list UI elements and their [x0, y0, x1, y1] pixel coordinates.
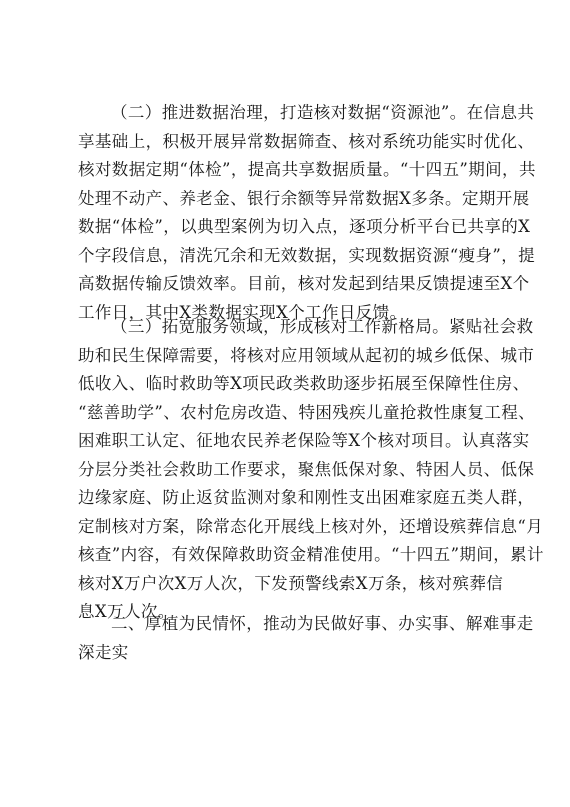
text-line: 核对数据定期“体检”，提高共享数据质量。“十四五”期间，共 — [78, 160, 536, 180]
text-line: 息X万人次。 — [78, 602, 175, 622]
text-line: 核查”内容，有效保障救助资金精准使用。“十四五”期间，累计 — [78, 545, 544, 565]
text-line: 助和民生保障需要，将核对应用领域从起初的城乡低保、城市 — [78, 345, 535, 365]
text-line: 边缘家庭、防止返贫监测对象和刚性支出困难家庭五类人群， — [78, 488, 535, 508]
text-line: 享基础上，积极开展异常数据筛查、核对系统功能实时优化、 — [78, 131, 535, 151]
heading-line: 二、厚植为民情怀，推动为民做好事、办实事、解难事走 — [111, 614, 534, 633]
text-line: 困难职工认定、征地农民养老保险等X个核对项目。认真落实 — [78, 431, 530, 451]
text-line: 核对X万户次X万人次，下发预警线索X万条，核对殡葬信 — [78, 573, 504, 593]
text-line: 低收入、临时救助等X项民政类救助逐步拓展至保障性住房、 — [78, 374, 530, 394]
text-line: 个字段信息，清洗冗余和无效数据，实现数据资源“瘦身”，提 — [78, 245, 536, 265]
text-line: 分层分类社会救助工作要求，聚焦低保对象、特困人员、低保 — [78, 459, 535, 479]
text-line: 定制核对方案，除常态化开展线上核对外，还增设殡葬信息“月 — [78, 516, 544, 536]
text-line: （三）拓宽服务领域，形成核对工作新格局。紧贴社会救 — [111, 317, 534, 336]
section-heading-two — [78, 610, 534, 667]
paragraph-service-expansion — [78, 313, 544, 627]
text-line: （二）推进数据治理，打造核对数据“资源池”。在信息共 — [111, 103, 535, 122]
text-line: 工作日，其中X类数据实现X个工作日反馈。 — [78, 302, 407, 322]
text-line: “慈善助学”、农村危房改造、特困残疾儿童抢救性康复工程、 — [78, 402, 536, 422]
text-line: 高数据传输反馈效率。目前，核对发起到结果反馈提速至X个 — [78, 274, 530, 294]
heading-line: 深走实 — [78, 642, 129, 662]
text-line: 数据“体检”，以典型案例为切入点，逐项分析平台已共享的X — [78, 217, 531, 237]
text-line: 处理不动产、养老金、银行余额等异常数据X多条。定期开展 — [78, 188, 530, 208]
